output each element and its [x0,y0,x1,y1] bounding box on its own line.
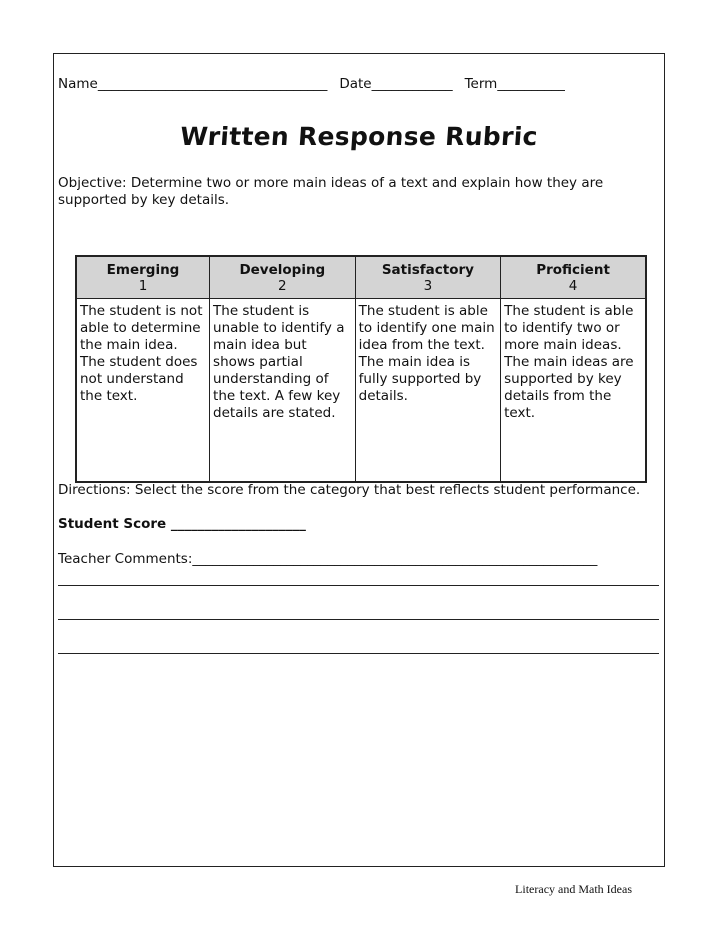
rubric-table [75,255,647,483]
comment-line [58,653,659,654]
level-score: 3 [423,277,433,294]
rubric-header-row [76,256,646,299]
rubric-cell-proficient: The student is able to identify two or more main ideas. The main ideas are supported by key details from the text. [501,299,646,483]
teacher-comments-blank: ____________________________________________________________ [192,551,598,567]
comment-line [58,585,659,586]
level-label: Proficient [536,261,610,278]
directions-text: Directions: Select the score from the category that best reflects student performance. [58,482,641,498]
rubric-cell-satisfactory: The student is able to identify one main idea from the text. The main idea is fully supported by details. [355,299,501,483]
level-score: 1 [138,277,148,294]
footer-credit: Literacy and Math Ideas [515,882,632,896]
rubric-header-proficient [501,256,646,299]
level-label: Developing [239,261,326,278]
objective-text: Objective: Determine two or more main ideas of a text and explain how they are supported by key details. [58,175,604,208]
date-label: Date [339,76,372,92]
page-title: Written Response Rubric [179,122,539,151]
rubric-header-satisfactory [355,256,501,299]
level-label: Satisfactory [381,261,474,278]
term-label: Term [464,76,498,92]
name-blank: __________________________________ [97,76,328,92]
header-fields [58,76,565,92]
rubric-header-emerging [76,256,210,299]
rubric-header-developing [210,256,356,299]
level-score: 2 [278,277,287,294]
level-label: Emerging [106,261,180,278]
teacher-comments-label: Teacher Comments: [58,551,193,567]
date-blank: ____________ [371,76,453,92]
term-blank: __________ [497,76,565,92]
rubric-cell-emerging: The student is not able to determine the main idea. The student does not understand the text. [76,299,210,483]
comment-line [58,619,659,620]
rubric-description-row [76,299,646,483]
rubric-sheet [53,53,665,867]
name-label: Name [58,76,98,92]
student-score-field: Student Score ____________________ [58,516,306,532]
level-score: 4 [568,277,578,294]
rubric-cell-developing: The student is unable to identify a main idea but shows partial understanding of the text. A few key details are stated. [210,299,356,483]
teacher-comments-field [58,551,597,567]
